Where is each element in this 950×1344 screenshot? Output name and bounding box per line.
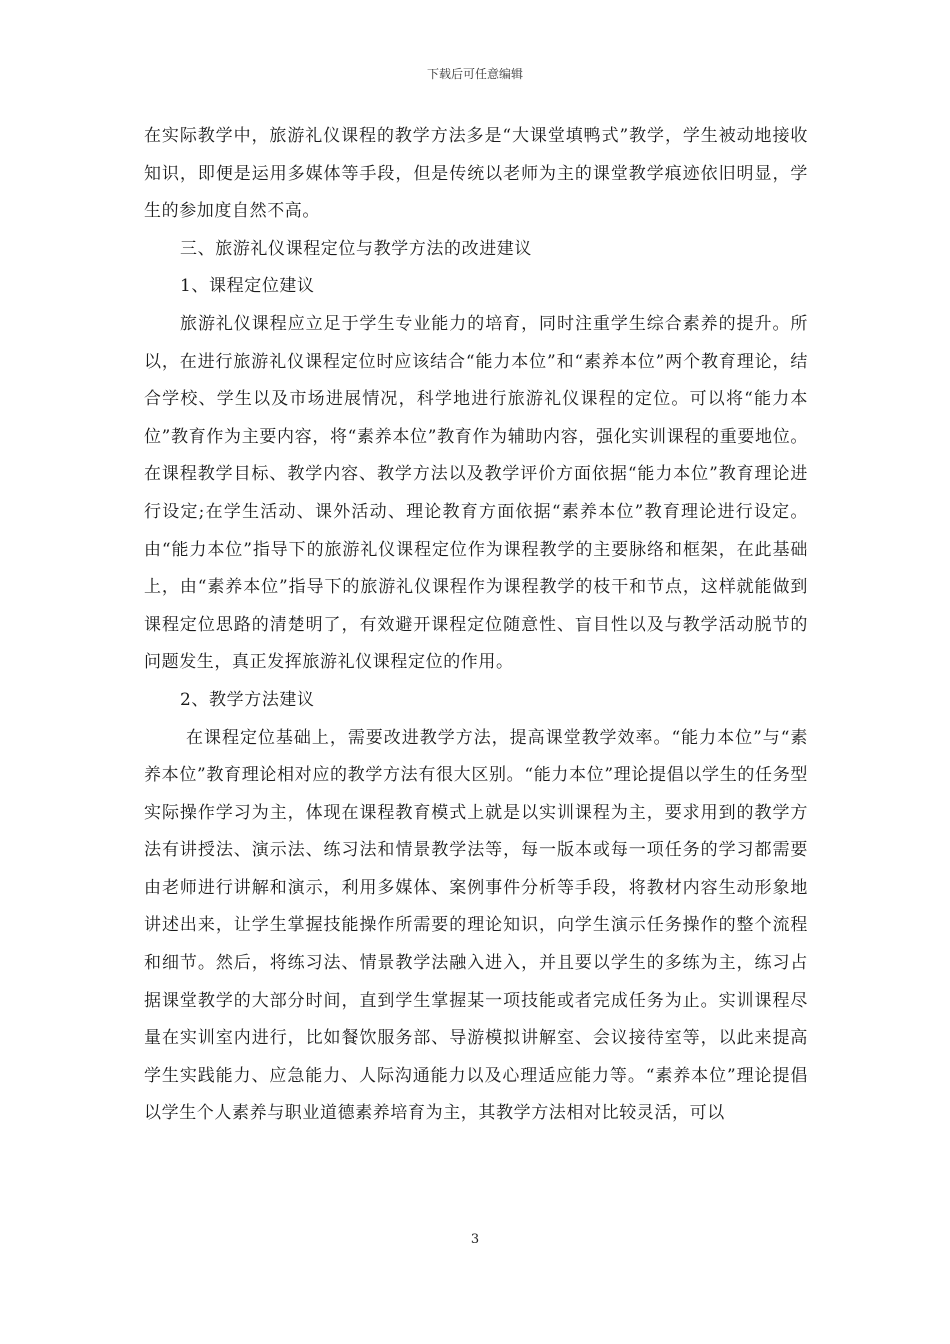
page-header: 下载后可任意编辑	[426, 67, 523, 81]
page-number: 3	[470, 1232, 480, 1247]
document-body	[144, 118, 808, 1133]
paragraph-teaching-method: 在课程定位基础上，需要改进教学方法，提高课堂教学效率。“能力本位”与“素养本位”教育理论相对应的教学方法有很大区别。“能力本位”理论提倡以学生的任务型实际操作学习为主，体现在课程教育模式上就是以实训课程为主，要求用到的教学方法有讲授法、演示法、练习法和情景教学法等，每一版本或每一项任务的学习都需要由老师进行讲解和演示，利用多媒体、案例事件分析等手段，将教材内容生动形象地讲述出来，让学生掌握技能操作所需要的理论知识，向学生演示任务操作的整个流程和细节。然后，将练习法、情景教学法融入进入，并且要以学生的多练为主，练习占据课堂教学的大部分时间，直到学生掌握某一项技能或者完成任务为止。实训课程尽量在实训室内进行，比如餐饮服务部、导游模拟讲解室、会议接待室等，以此来提高学生实践能力、应急能力、人际沟通能力以及心理适应能力等。“素养本位”理论提倡以学生个人素养与职业道德素养培育为主，其教学方法相对比较灵活，可以	[144, 727, 808, 1124]
paragraph-intro: 在实际教学中，旅游礼仪课程的教学方法多是“大课堂填鸭式”教学，学生被动地接收知识，即便是运用多媒体等手段，但是传统以老师为主的课堂教学痕迹依旧明显，学生的参加度自然不高。	[144, 126, 808, 222]
paragraph-course-positioning: 旅游礼仪课程应立足于学生专业能力的培育，同时注重学生综合素养的提升。所以，在进行旅游礼仪课程定位时应该结合“能力本位”和“素养本位”两个教育理论，结合学校、学生以及市场进展情况，科学地进行旅游礼仪课程的定位。可以将“能力本位”教育作为主要内容，将“素养本位”教育作为辅助内容，强化实训课程的重要地位。在课程教学目标、教学内容、教学方法以及教学评价方面依据“能力本位”教育理论进行设定;在学生活动、课外活动、理论教育方面依据“素养本位”教育理论进行设定。由“能力本位”指导下的旅游礼仪课程定位作为课程教学的主要脉络和框架，在此基础上，由“素养本位”指导下的旅游礼仪课程作为课程教学的枝干和节点，这样就能做到课程定位思路的清楚明了，有效避开课程定位随意性、盲目性以及与教学活动脱节的问题发生，真正发挥旅游礼仪课程定位的作用。	[144, 313, 808, 673]
subsection-heading-course-positioning: 1、课程定位建议	[180, 276, 315, 297]
section-heading: 三、旅游礼仪课程定位与教学方法的改进建议	[180, 238, 532, 259]
subsection-heading-teaching-method: 2、教学方法建议	[180, 689, 315, 710]
